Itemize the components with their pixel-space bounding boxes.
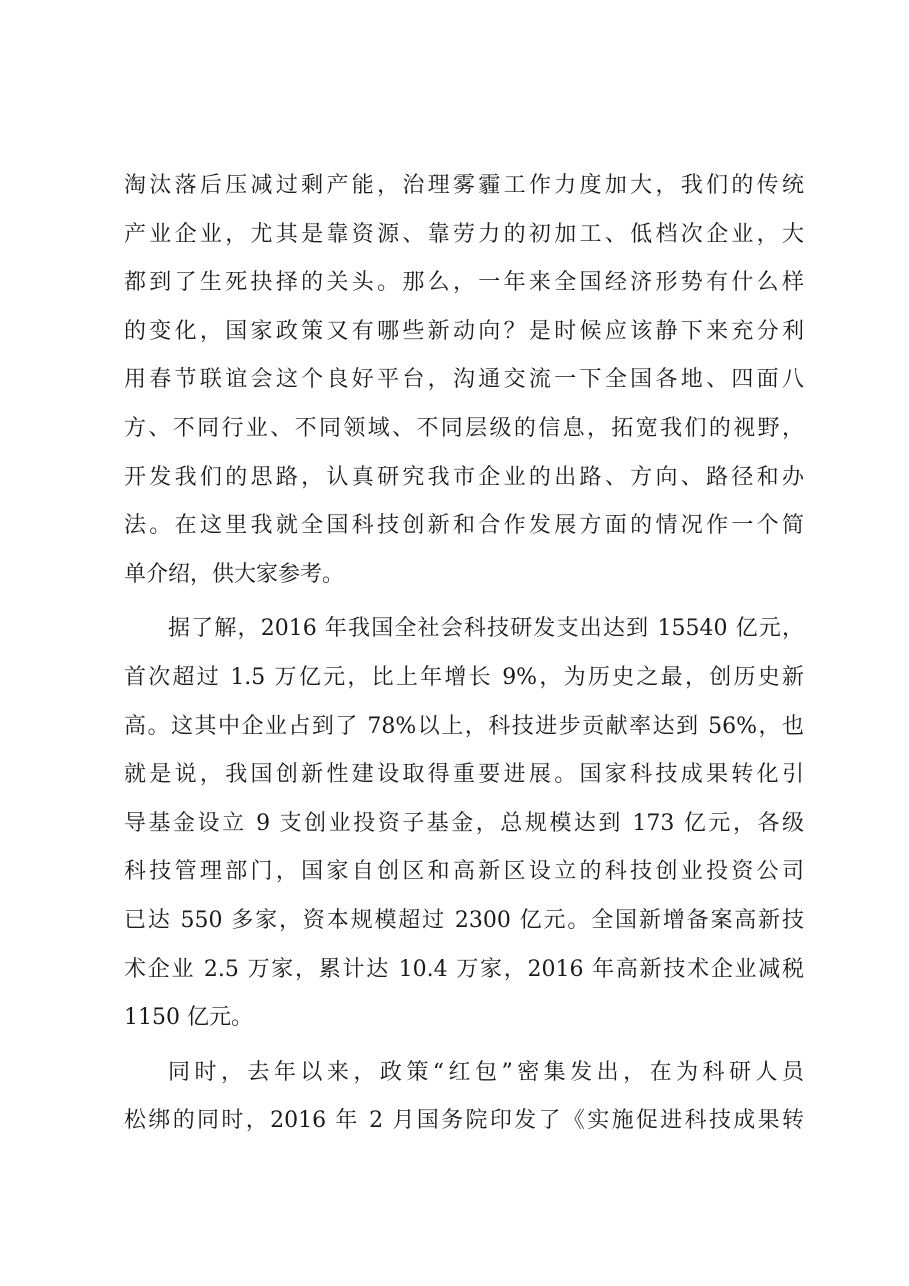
text-line: 首次超过 1.5 万亿元，比上年增长 9%，为历史之最，创历史新 [124, 664, 804, 690]
paragraph-2 [124, 605, 804, 1042]
text-line: 淘汰落后压减过剩产能，治理雾霾工作力度加大，我们的传统 [124, 173, 804, 198]
text-line: 导基金设立 9 支创业投资子基金，总规模达到 173 亿元，各级 [124, 810, 804, 836]
text-line: 据了解，2016 年我国全社会科技研发支出达到 15540 亿元， [168, 616, 804, 642]
text-line: 方、不同行业、不同领域、不同层级的信息，拓宽我们的视野， [124, 415, 804, 441]
text-line: 单介绍，供大家参考。 [124, 561, 345, 587]
text-line: 开发我们的思路，认真研究我市企业的出路、方向、路径和办 [124, 464, 804, 490]
text-line: 松绑的同时，2016 年 2 月国务院印发了《实施促进科技成果转 [124, 1108, 804, 1134]
text-line: 1150 亿元。 [124, 1005, 253, 1031]
text-line: 产业企业，尤其是靠资源、靠劳力的初加工、低档次企业，大 [124, 221, 804, 247]
text-line: 都到了生死抉择的关头。那么，一年来全国经济形势有什么样 [124, 270, 804, 296]
text-line: 高。这其中企业占到了 78%以上，科技进步贡献率达到 56%，也 [124, 713, 804, 739]
paragraph-3 [124, 1049, 804, 1146]
text-line: 法。在这里我就全国科技创新和合作发展方面的情况作一个简 [124, 513, 804, 539]
text-line: 同时，去年以来，政策“红包”密集发出，在为科研人员 [168, 1059, 804, 1085]
text-line: 就是说，我国创新性建设取得重要进展。国家科技成果转化引 [124, 762, 804, 788]
text-line: 用春节联谊会这个良好平台，沟通交流一下全国各地、四面八 [124, 367, 804, 393]
paragraph-1 [124, 162, 804, 599]
document-body [124, 162, 804, 1146]
text-line: 术企业 2.5 万家，累计达 10.4 万家，2016 年高新技术企业减税 [124, 956, 804, 982]
text-line: 的变化，国家政策又有哪些新动向？是时候应该静下来充分利 [124, 318, 804, 344]
text-line: 科技管理部门，国家自创区和高新区设立的科技创业投资公司 [124, 859, 804, 885]
text-line: 已达 550 多家，资本规模超过 2300 亿元。全国新增备案高新技 [124, 907, 804, 933]
